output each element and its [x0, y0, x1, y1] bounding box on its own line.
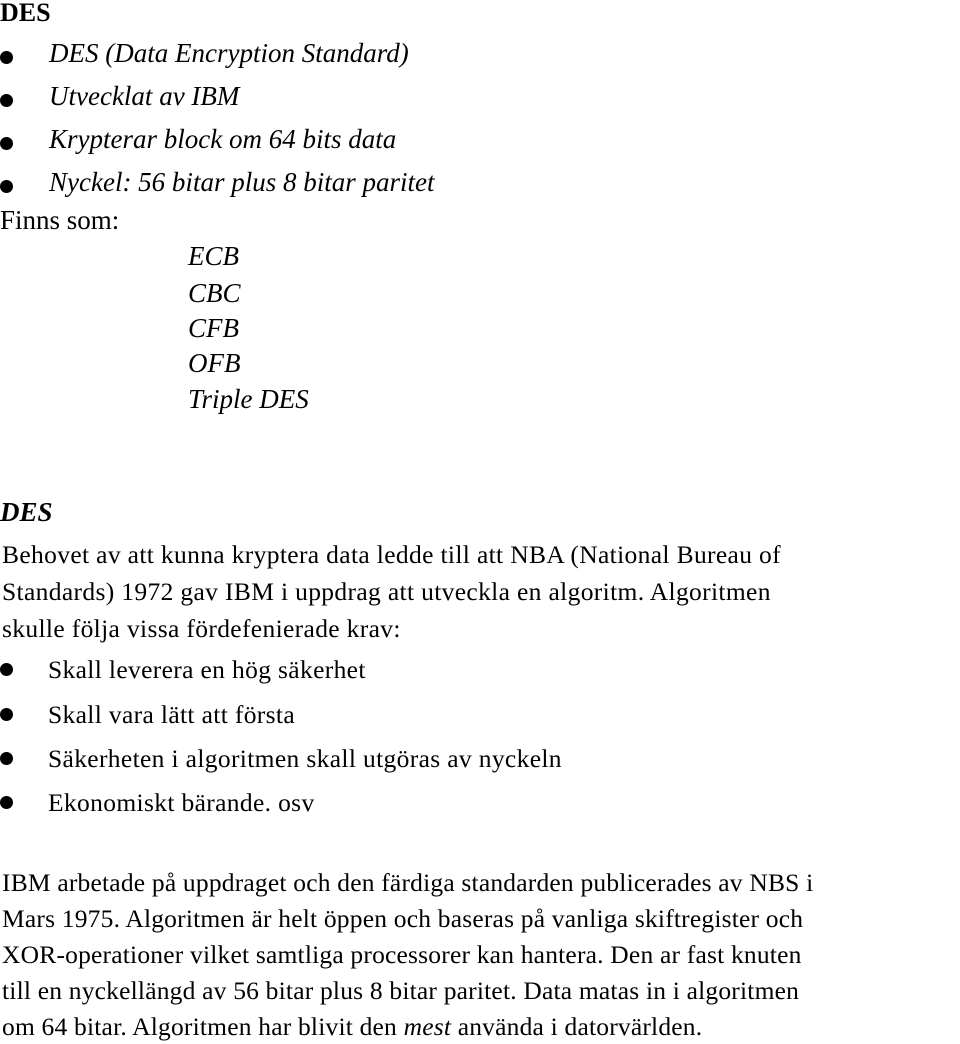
- bullet-icon: [0, 708, 13, 721]
- mode-item: OFB: [188, 348, 241, 378]
- intro-bullet-text: Utvecklat av IBM: [49, 81, 240, 111]
- last-line-end: använda i datorvärlden.: [451, 1012, 703, 1041]
- paragraph-line: skulle följa vissa fördefenierade krav:: [2, 614, 401, 643]
- last-line-start: om 64 bitar. Algoritmen har blivit den: [2, 1012, 404, 1041]
- requirement-text: Säkerheten i algoritmen skall utgöras av nyckeln: [48, 744, 562, 773]
- section-heading: DES: [0, 497, 53, 527]
- intro-bullet-text: Nyckel: 56 bitar plus 8 bitar paritet: [49, 167, 435, 197]
- bullet-icon: [0, 752, 13, 765]
- page-title: DES: [0, 0, 51, 27]
- paragraph-line: Behovet av att kunna kryptera data ledde till att NBA (National Bureau of: [2, 540, 781, 569]
- bullet-icon: [0, 137, 13, 150]
- emphasis-word: mest: [403, 1012, 452, 1041]
- requirement-text: Skall vara lätt att första: [48, 700, 296, 729]
- paragraph-line: IBM arbetade på uppdraget och den färdiga standarden publicerades av NBS i: [2, 868, 814, 897]
- paragraph-line: till en nyckellängd av 56 bitar plus 8 bitar paritet. Data matas in i algoritmen: [2, 976, 800, 1005]
- paragraph-line: [2, 1012, 702, 1042]
- finns-som-label: Finns som:: [0, 205, 120, 235]
- intro-bullet-text: DES (Data Encryption Standard): [49, 38, 409, 68]
- mode-item: ECB: [188, 241, 239, 271]
- bullet-icon: [0, 796, 13, 809]
- intro-bullet-text: Krypterar block om 64 bits data: [49, 124, 397, 154]
- paragraph-line: Standards) 1972 gav IBM i uppdrag att utveckla en algoritm. Algoritmen: [2, 577, 771, 606]
- mode-item: Triple DES: [188, 384, 309, 414]
- paragraph-line: Mars 1975. Algoritmen är helt öppen och baseras på vanliga skiftregister och: [2, 904, 804, 933]
- bullet-icon: [0, 663, 13, 676]
- bullet-icon: [0, 51, 13, 64]
- requirement-text: Ekonomiskt bärande. osv: [48, 788, 315, 817]
- bullet-icon: [0, 94, 13, 107]
- mode-item: CBC: [188, 278, 241, 308]
- paragraph-line: XOR-operationer vilket samtliga processorer kan hantera. Den ar fast knuten: [2, 940, 802, 969]
- bullet-icon: [0, 180, 13, 193]
- mode-item: CFB: [188, 313, 239, 343]
- requirement-text: Skall leverera en hög säkerhet: [48, 655, 366, 684]
